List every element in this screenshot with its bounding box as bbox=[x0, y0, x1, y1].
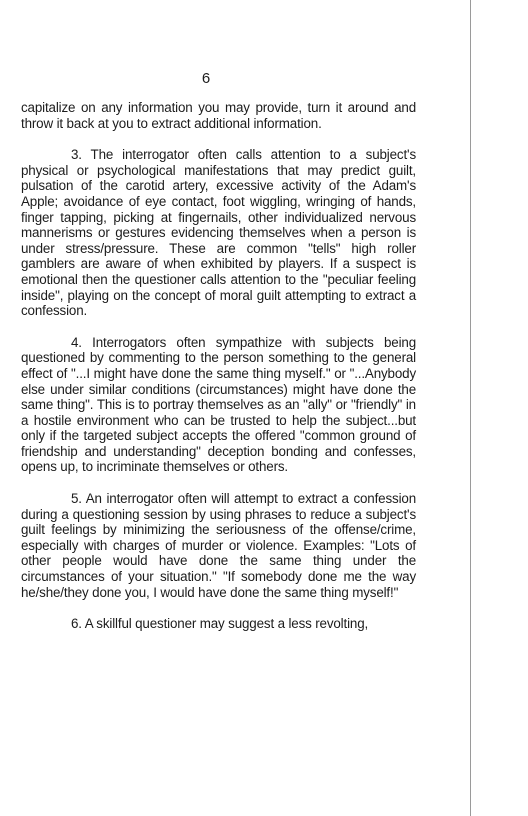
page-edge-divider bbox=[470, 0, 471, 816]
body-text bbox=[21, 100, 416, 648]
paragraph-item-4: 4. Interrogators often sympathize with subjects being questioned by commenting to the person something to the general effect of "...I might have done the same thing myself." or "...Anybody else under similar conditions (circumstances) might have done the same thing". This is to portray themselves as an "ally" or "friendly" in a hostile environment who can be trusted to help the subject...but only if the targeted subject accepts the offered "common ground of friendship and understanding" deception bonding and confesses, opens up, to incriminate themselves or others. bbox=[21, 334, 416, 475]
paragraph-item-6: 6. A skillful questioner may suggest a less revolting, bbox=[71, 616, 369, 632]
paragraph-item-3: 3. The interrogator often calls attention to a subject's physical or psychological manifestations that may predict guilt, pulsation of the carotid artery, excessive activity of the Adam's Apple; avoidance of eye contact, foot wiggling, wringing of hands, finger tapping, picking at fingernails, other individualized nervous mannerisms or gestures evidencing themselves when a person is under stress/pressure. These are common "tells" high roller gamblers are aware of when exhibited by players. If a suspect is emotional then the questioner calls attention to the "peculiar feeling inside", playing on the concept of moral guilt attempting to extract a confession. bbox=[21, 147, 416, 319]
paragraph-continuation: capitalize on any information you may provide, turn it around and throw it back at you to extract additional information. bbox=[21, 100, 416, 131]
page-number: 6 bbox=[201, 70, 211, 87]
paragraph-item-5: 5. An interrogator often will attempt to extract a confession during a questioning session by using phrases to reduce a subject's guilt feelings by minimizing the seriousness of the offense/crime, especially with charges of murder or violence. Examples: "Lots of other people would have done the same thing under the circumstances of your situation." "If somebody done me the way he/she/they done you, I would have done the same thing myself!" bbox=[21, 491, 416, 600]
